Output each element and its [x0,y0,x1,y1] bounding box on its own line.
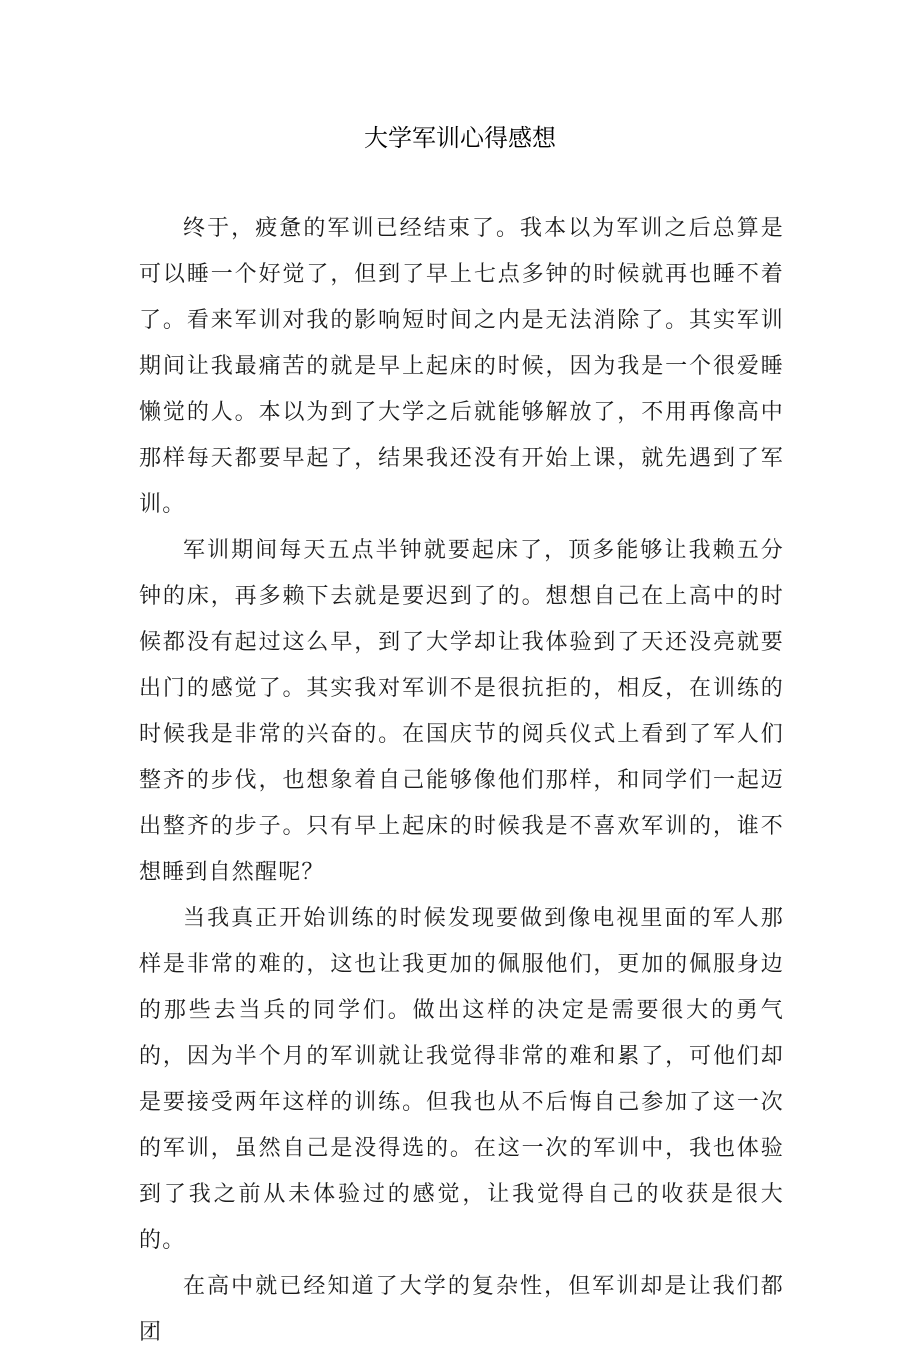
paragraph-4: 在高中就已经知道了大学的复杂性，但军训却是让我们都团 [139,1274,784,1345]
document-body [139,206,784,1356]
paragraph-3: 当我真正开始训练的时候发现要做到像电视里面的军人那样是非常的难的，这也让我更加的佩服他们，更加的佩服身边的那些去当兵的同学们。做出这样的决定是需要很大的勇气的，因为半个月的军训就让我觉得非常的难和累了，可他们却是要接受两年这样的训练。但我也从不后悔自己参加了这一次的军训，虽然自己是没得选的。在这一次的军训中，我也体验到了我之前从未体验过的感觉，让我觉得自己的收获是很大的。 [139,906,784,1253]
paragraph-1: 终于，疲惫的军训已经结束了。我本以为军训之后总算是可以睡一个好觉了，但到了早上七点多钟的时候就再也睡不着了。看来军训对我的影响短时间之内是无法消除了。其实军训期间让我最痛苦的就是早上起床的时候，因为我是一个很爱睡懒觉的人。本以为到了大学之后就能够解放了，不用再像高中那样每天都要早起了，结果我还没有开始上课，就先遇到了军训。 [139,216,784,517]
paragraph-2: 军训期间每天五点半钟就要起床了，顶多能够让我赖五分钟的床，再多赖下去就是要迟到了的。想想自己在上高中的时候都没有起过这么早，到了大学却让我体验到了天还没亮就要出门的感觉了。其实我对军训不是很抗拒的，相反，在训练的时候我是非常的兴奋的。在国庆节的阅兵仪式上看到了军人们整齐的步伐，也想象着自己能够像他们那样，和同学们一起迈出整齐的步子。只有早上起床的时候我是不喜欢军训的，谁不想睡到自然醒呢？ [139,538,784,885]
document-title: 大学军训心得感想 [364,124,556,152]
